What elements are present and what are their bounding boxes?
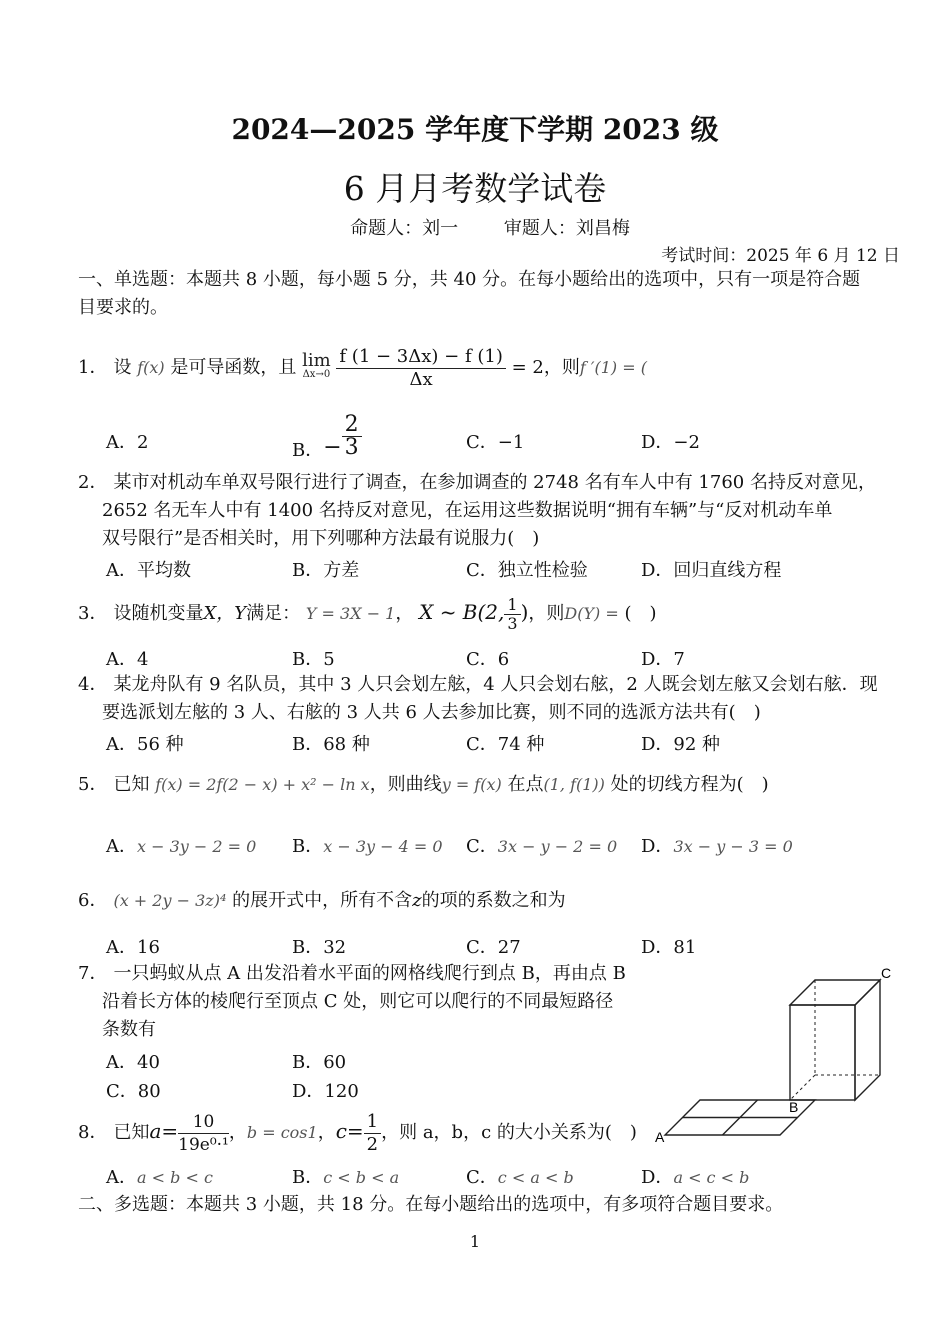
question-7 — [78, 960, 658, 1044]
q1-eq: = 2 — [511, 357, 544, 378]
q1-text: 设 — [113, 357, 132, 378]
q2-option-b[interactable]: B．方差 — [292, 560, 360, 581]
exam-title-line1: 2024—2025 学年度下学期 2023 级 — [231, 113, 719, 146]
q3-paren: ( ) — [624, 603, 657, 624]
q7-option-a[interactable]: A．40 — [106, 1052, 160, 1073]
q1-option-c[interactable]: C．−1 — [466, 432, 525, 453]
q3-vars: X，Y — [203, 603, 247, 624]
q3-text: 设随机变量 — [113, 603, 204, 624]
q5-text: 处的切线方程为( ) — [610, 774, 769, 795]
proposer: 命题人：刘一 — [350, 218, 459, 239]
cuboid-front-face — [790, 1005, 855, 1100]
question-8 — [78, 1106, 908, 1158]
fig-label-c: C — [881, 965, 892, 981]
q8-option-a[interactable]: A．a < b < c — [106, 1167, 213, 1188]
q6-option-b[interactable]: B．32 — [292, 937, 347, 958]
q2-line2: 2652 名无车人中有 1400 名持反对意见，在运用这些数据说明“拥有车辆”与“反对机动车单 — [102, 500, 833, 521]
q8-sep: ， — [317, 1122, 336, 1143]
hidden-edge-depth — [790, 1075, 815, 1100]
q8-sep: ， — [228, 1122, 247, 1143]
q6-text: 的展开式中，所有不含 — [232, 890, 413, 911]
cuboid-right-face — [855, 980, 880, 1100]
q8-text: ，则 a，b，c 的大小关系为( ) — [381, 1122, 637, 1143]
q7-line3: 条数有 — [102, 1019, 156, 1040]
fig-label-a: A — [655, 1129, 665, 1145]
q2-line3: 双号限行”是否相关时，用下列哪种方法最有说服力( ) — [102, 528, 540, 549]
q5-text: ，则曲线 — [369, 774, 442, 795]
q1-text: ，则 — [543, 357, 580, 378]
q5-option-b[interactable]: B．x − 3y − 4 = 0 — [292, 836, 443, 857]
q6-option-c[interactable]: C．27 — [466, 937, 521, 958]
q1-option-d[interactable]: D．−2 — [641, 432, 700, 453]
q4-option-b[interactable]: B．68 种 — [292, 734, 370, 755]
q6-option-a[interactable]: A．16 — [106, 937, 160, 958]
q7-option-c[interactable]: C．80 — [106, 1081, 161, 1102]
q5-text: 已知 — [113, 774, 150, 795]
q3-expr1: Y = 3X − 1 — [305, 604, 396, 623]
section2-heading: 二、多选题：本题共 3 小题，共 18 分。在每小题给出的选项中，有多项符合题目要求。 — [78, 1194, 784, 1215]
q5-option-d[interactable]: D．3x − y − 3 = 0 — [641, 836, 793, 857]
question-number: 2． — [78, 472, 108, 493]
q3-option-c[interactable]: C．6 — [466, 649, 510, 670]
question-number: 5． — [78, 774, 108, 795]
q6-text: 的项的系数之和为 — [421, 890, 566, 911]
q1-fraction: $\frac{f (1 - 3\Delta x) - f (1)}{\Delta x}$ — [336, 346, 505, 391]
q5-option-a[interactable]: A．x − 3y − 2 = 0 — [106, 836, 257, 857]
question-5 — [78, 771, 908, 799]
q3-text: ，则 — [528, 603, 565, 624]
q3-text: 满足： — [246, 603, 301, 624]
q6-option-d[interactable]: D．81 — [641, 937, 697, 958]
question-2 — [78, 469, 908, 553]
question-number: 8． — [78, 1122, 108, 1143]
section1-heading-line1: 一、单选题：本题共 8 小题，每小题 5 分，共 40 分。在每小题给出的选项中，只有一项是符合题 — [78, 269, 861, 290]
question-number: 7． — [78, 963, 108, 984]
question-number: 3． — [78, 603, 108, 624]
q4-line2: 要选派划左舷的 3 人、右舷的 3 人共 6 人去参加比赛，则不同的选派方法共有( ) — [102, 702, 761, 723]
q1-lim: lim Δx→0 — [302, 350, 331, 380]
q7-option-d[interactable]: D．120 — [292, 1081, 359, 1102]
cuboid-top-face — [790, 980, 880, 1005]
exam-title-line2: 6 月月考数学试卷 — [343, 169, 607, 208]
question-number: 4． — [78, 674, 108, 695]
exam-time: 考试时间：2025 年 6 月 12 日 — [661, 246, 900, 266]
q7-line1: 一只蚂蚁从点 A 出发沿着水平面的网格线爬行到点 B，再由点 B — [113, 963, 626, 984]
section1-heading — [78, 266, 908, 322]
q3-option-d[interactable]: D．7 — [641, 649, 685, 670]
q4-option-d[interactable]: D．92 种 — [641, 734, 721, 755]
q2-line1: 某市对机动车单双号限行进行了调查，在参加调查的 2748 名有车人中有 1760 名持反对意见， — [113, 472, 876, 493]
q3-fraction: $\frac{1}{3}$ — [504, 596, 520, 633]
q3-option-b[interactable]: B．5 — [292, 649, 335, 670]
q3-close: ) — [520, 600, 529, 624]
reviewer: 审题人：刘昌梅 — [503, 218, 630, 239]
q4-option-c[interactable]: C．74 种 — [466, 734, 545, 755]
q8-c-lhs: c= — [335, 1119, 364, 1143]
q7-option-b[interactable]: B．60 — [292, 1052, 347, 1073]
q5-expr: f(x) = 2f(2 − x) + x² − ln x — [155, 775, 370, 794]
q1-tail: f ′(1) = ( — [579, 358, 647, 377]
q5-text: 在点 — [507, 774, 544, 795]
section1-heading-line2: 目要求的。 — [78, 297, 168, 318]
question-3 — [78, 590, 908, 636]
authors — [0, 214, 950, 240]
question-number: 1． — [78, 357, 108, 378]
q8-b-expr: b = cos1 — [246, 1123, 318, 1142]
q2-option-a[interactable]: A．平均数 — [106, 560, 191, 581]
q3-expr2: X ~ B(2, — [419, 600, 505, 624]
question-4 — [78, 671, 908, 727]
q5-point: (1, f(1)) — [543, 775, 605, 794]
q1-option-b[interactable]: B．− $\frac{2}{3}$ — [292, 414, 362, 459]
question-6 — [78, 887, 908, 915]
q4-line1: 某龙舟队有 9 名队员，其中 3 人只会划左舷，4 人只会划右舷，2 人既会划左舷又会划右舷．现 — [113, 674, 878, 695]
q3-sep: ， — [395, 603, 414, 624]
q8-text: 已知 — [113, 1122, 150, 1143]
q2-option-d[interactable]: D．回归直线方程 — [641, 560, 782, 581]
question-number: 6． — [78, 890, 108, 911]
q6-expr: (x + 2y − 3z)⁴ — [113, 891, 227, 910]
q8-a-lhs: a= — [149, 1119, 179, 1143]
q6-var: z — [412, 890, 422, 911]
q8-option-c[interactable]: C．c < a < b — [466, 1167, 574, 1188]
question-1 — [78, 340, 908, 396]
q7-line2: 沿着长方体的棱爬行至顶点 C 处，则它可以爬行的不同最短路径 — [102, 991, 614, 1012]
q8-option-b[interactable]: B．c < b < a — [292, 1167, 400, 1188]
q5-option-c[interactable]: C．3x − y − 2 = 0 — [466, 836, 618, 857]
q3-option-a[interactable]: A．4 — [106, 649, 149, 670]
q4-option-a[interactable]: A．56 种 — [106, 734, 184, 755]
q1-text: 是可导函数，且 — [170, 357, 297, 378]
q5-curve: y = f(x) — [441, 775, 502, 794]
q1-options — [106, 412, 926, 464]
q8-option-d[interactable]: D．a < c < b — [641, 1167, 750, 1188]
q3-tail: D(Y) = — [564, 604, 619, 623]
q1-option-a[interactable]: A．2 — [106, 432, 149, 453]
fig-label-b: B — [789, 1099, 799, 1115]
q2-option-c[interactable]: C．独立性检验 — [466, 560, 588, 581]
q1-fx: f(x) — [137, 358, 165, 377]
q8-a-fraction: $\frac{10}{\text{19e⁰·¹}}$ — [178, 1111, 229, 1155]
q8-c-fraction: $\frac{1}{2}$ — [364, 1111, 381, 1156]
page-number: 1 — [469, 1232, 481, 1251]
